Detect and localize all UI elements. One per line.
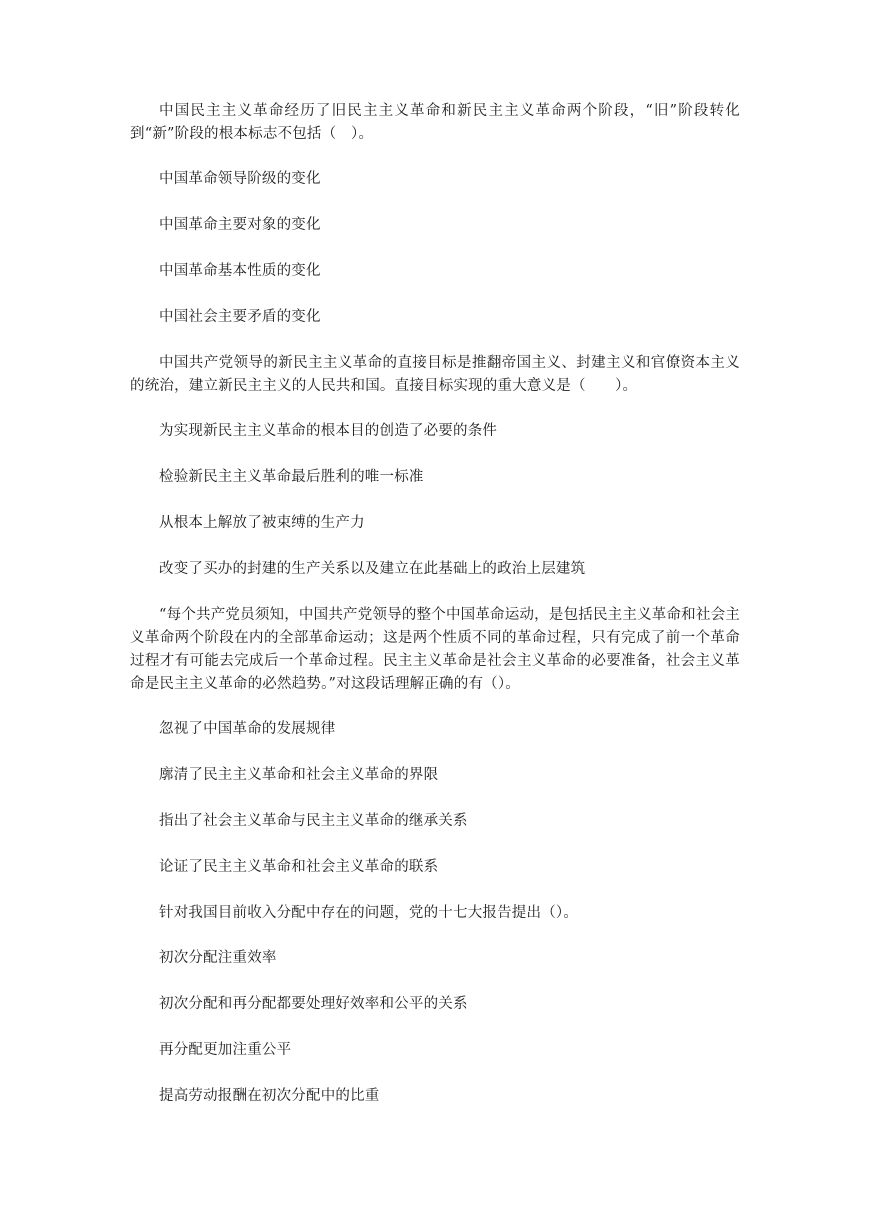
- question-stem-2: 中国共产党领导的新民主主义革命的直接目标是推翻帝国主义、封建主义和官僚资本主义的统治，建立新民主主义的人民共和国。直接目标实现的重大意义是（ ）。: [130, 355, 740, 394]
- document-page: [130, 100, 740, 1131]
- option-4c: 再分配更加注重公平: [159, 1042, 292, 1058]
- option-3c: 指出了社会主义革命与民主主义革命的继承关系: [159, 813, 468, 829]
- question-stem-1: 中国民主主义革命经历了旧民主主义革命和新民主主义革命两个阶段，“旧”阶段转化到“新”阶段的根本标志不包括（ ）。: [130, 103, 740, 142]
- option-2a: 为实现新民主主义革命的根本目的创造了必要的条件: [159, 423, 498, 439]
- question-stem-4: 针对我国目前收入分配中存在的问题，党的十七大报告提出（）。: [159, 905, 579, 921]
- option-1b: 中国革命主要对象的变化: [159, 217, 321, 233]
- option-4b: 初次分配和再分配都要处理好效率和公平的关系: [159, 996, 468, 1012]
- option-4a: 初次分配注重效率: [159, 950, 277, 966]
- question-stem-3: “每个共产党员须知，中国共产党领导的整个中国革命运动，是包括民主主义革命和社会主义革命两个阶段在内的全部革命运动；这是两个性质不同的革命过程，只有完成了前一个革命过程才有可能去完成后一个革命过程。民主主义革命是社会主义革命的必要准备，社会主义革命是民主主义革命的必然趋势。”对这段话理解正确的有（）。: [130, 607, 740, 692]
- option-1d: 中国社会主要矛盾的变化: [159, 309, 321, 325]
- option-3d: 论证了民主主义革命和社会主义革命的联系: [159, 859, 439, 875]
- option-2b: 检验新民主主义革命最后胜利的唯一标准: [159, 469, 424, 485]
- option-2d: 改变了买办的封建的生产关系以及建立在此基础上的政治上层建筑: [159, 561, 586, 577]
- option-3b: 廓清了民主主义革命和社会主义革命的界限: [159, 767, 439, 783]
- option-2c: 从根本上解放了被束缚的生产力: [159, 515, 365, 531]
- option-1a: 中国革命领导阶级的变化: [159, 171, 321, 187]
- option-1c: 中国革命基本性质的变化: [159, 263, 321, 279]
- option-3a: 忽视了中国革命的发展规律: [159, 721, 336, 737]
- option-4d: 提高劳动报酬在初次分配中的比重: [159, 1088, 380, 1104]
